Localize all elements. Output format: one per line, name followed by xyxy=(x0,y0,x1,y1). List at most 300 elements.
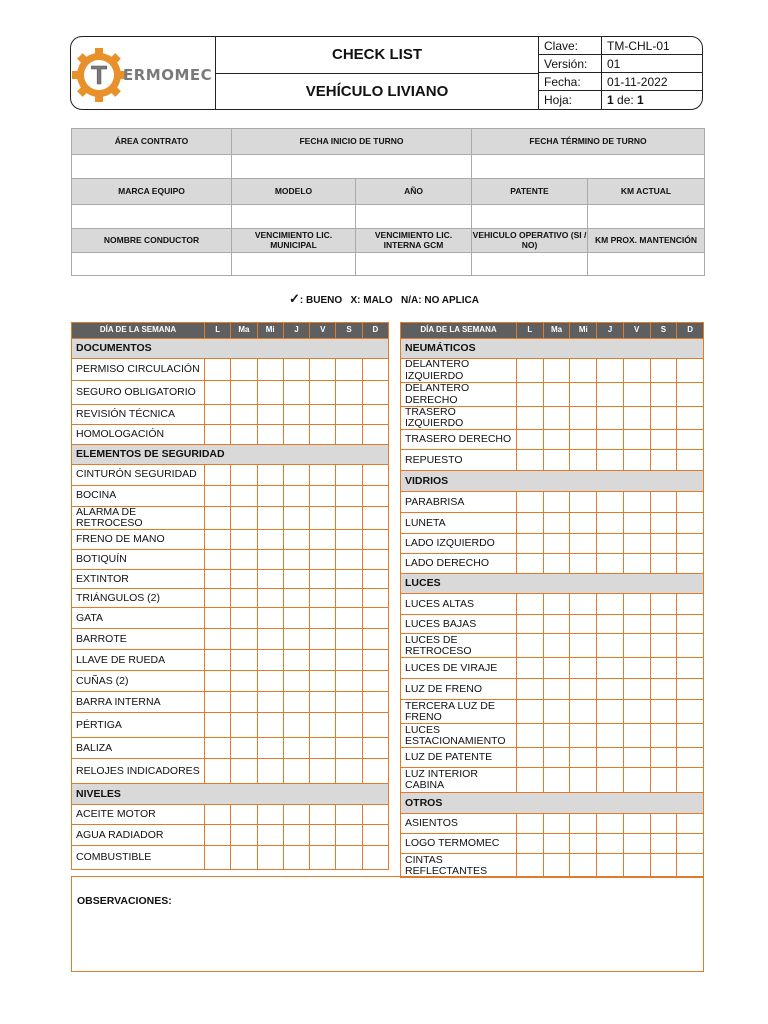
input-km-mantencion[interactable] xyxy=(588,253,705,276)
check-cell[interactable] xyxy=(543,854,570,878)
check-cell[interactable] xyxy=(543,834,570,854)
check-cell[interactable] xyxy=(257,692,283,713)
check-cell[interactable] xyxy=(623,383,650,407)
input-venc-interna[interactable] xyxy=(356,253,472,276)
check-cell[interactable] xyxy=(257,405,283,425)
check-cell[interactable] xyxy=(677,554,704,574)
check-cell[interactable] xyxy=(362,589,388,608)
check-cell[interactable] xyxy=(517,615,544,634)
check-cell[interactable] xyxy=(623,724,650,748)
check-cell[interactable] xyxy=(650,513,677,534)
check-cell[interactable] xyxy=(570,854,597,878)
check-cell[interactable] xyxy=(543,748,570,768)
input-venc-municipal[interactable] xyxy=(232,253,356,276)
check-cell[interactable] xyxy=(623,748,650,768)
check-cell[interactable] xyxy=(677,492,704,513)
check-cell[interactable] xyxy=(231,550,257,570)
input-modelo[interactable] xyxy=(232,205,356,229)
check-cell[interactable] xyxy=(205,405,231,425)
check-cell[interactable] xyxy=(677,834,704,854)
check-cell[interactable] xyxy=(336,589,362,608)
check-cell[interactable] xyxy=(310,530,336,550)
check-cell[interactable] xyxy=(570,615,597,634)
check-cell[interactable] xyxy=(517,724,544,748)
check-cell[interactable] xyxy=(650,615,677,634)
check-cell[interactable] xyxy=(231,692,257,713)
check-cell[interactable] xyxy=(517,513,544,534)
input-fecha-termino[interactable] xyxy=(472,155,705,179)
check-cell[interactable] xyxy=(517,658,544,679)
check-cell[interactable] xyxy=(570,359,597,383)
check-cell[interactable] xyxy=(310,359,336,381)
check-cell[interactable] xyxy=(362,405,388,425)
check-cell[interactable] xyxy=(283,507,309,530)
check-cell[interactable] xyxy=(570,554,597,574)
check-cell[interactable] xyxy=(570,407,597,430)
check-cell[interactable] xyxy=(257,650,283,671)
check-cell[interactable] xyxy=(336,825,362,846)
check-cell[interactable] xyxy=(677,658,704,679)
check-cell[interactable] xyxy=(517,814,544,834)
check-cell[interactable] xyxy=(677,634,704,658)
check-cell[interactable] xyxy=(205,692,231,713)
check-cell[interactable] xyxy=(231,805,257,825)
check-cell[interactable] xyxy=(543,814,570,834)
check-cell[interactable] xyxy=(597,407,624,430)
check-cell[interactable] xyxy=(257,608,283,629)
check-cell[interactable] xyxy=(310,405,336,425)
check-cell[interactable] xyxy=(336,650,362,671)
check-cell[interactable] xyxy=(597,634,624,658)
check-cell[interactable] xyxy=(517,383,544,407)
check-cell[interactable] xyxy=(336,486,362,507)
check-cell[interactable] xyxy=(677,450,704,471)
check-cell[interactable] xyxy=(205,805,231,825)
check-cell[interactable] xyxy=(650,679,677,700)
check-cell[interactable] xyxy=(597,768,624,793)
check-cell[interactable] xyxy=(336,846,362,870)
check-cell[interactable] xyxy=(362,825,388,846)
check-cell[interactable] xyxy=(623,615,650,634)
check-cell[interactable] xyxy=(283,530,309,550)
check-cell[interactable] xyxy=(310,759,336,784)
check-cell[interactable] xyxy=(283,846,309,870)
check-cell[interactable] xyxy=(623,814,650,834)
check-cell[interactable] xyxy=(570,768,597,793)
check-cell[interactable] xyxy=(205,465,231,486)
check-cell[interactable] xyxy=(362,486,388,507)
check-cell[interactable] xyxy=(517,854,544,878)
check-cell[interactable] xyxy=(205,629,231,650)
check-cell[interactable] xyxy=(257,738,283,759)
check-cell[interactable] xyxy=(623,492,650,513)
check-cell[interactable] xyxy=(257,381,283,405)
check-cell[interactable] xyxy=(362,738,388,759)
check-cell[interactable] xyxy=(231,846,257,870)
check-cell[interactable] xyxy=(205,507,231,530)
check-cell[interactable] xyxy=(650,768,677,793)
check-cell[interactable] xyxy=(517,834,544,854)
check-cell[interactable] xyxy=(570,534,597,554)
check-cell[interactable] xyxy=(517,700,544,724)
check-cell[interactable] xyxy=(362,650,388,671)
check-cell[interactable] xyxy=(543,724,570,748)
check-cell[interactable] xyxy=(623,534,650,554)
check-cell[interactable] xyxy=(362,805,388,825)
check-cell[interactable] xyxy=(205,359,231,381)
check-cell[interactable] xyxy=(677,594,704,615)
check-cell[interactable] xyxy=(650,383,677,407)
check-cell[interactable] xyxy=(650,492,677,513)
check-cell[interactable] xyxy=(231,650,257,671)
check-cell[interactable] xyxy=(257,805,283,825)
input-conductor[interactable] xyxy=(72,253,232,276)
check-cell[interactable] xyxy=(570,724,597,748)
check-cell[interactable] xyxy=(362,507,388,530)
check-cell[interactable] xyxy=(283,805,309,825)
check-cell[interactable] xyxy=(650,554,677,574)
check-cell[interactable] xyxy=(517,594,544,615)
check-cell[interactable] xyxy=(310,465,336,486)
check-cell[interactable] xyxy=(677,534,704,554)
check-cell[interactable] xyxy=(597,383,624,407)
check-cell[interactable] xyxy=(362,381,388,405)
check-cell[interactable] xyxy=(517,359,544,383)
check-cell[interactable] xyxy=(677,513,704,534)
check-cell[interactable] xyxy=(310,713,336,738)
check-cell[interactable] xyxy=(543,634,570,658)
check-cell[interactable] xyxy=(257,530,283,550)
check-cell[interactable] xyxy=(310,381,336,405)
check-cell[interactable] xyxy=(543,615,570,634)
check-cell[interactable] xyxy=(597,359,624,383)
input-fecha-inicio[interactable] xyxy=(232,155,472,179)
check-cell[interactable] xyxy=(650,430,677,450)
check-cell[interactable] xyxy=(570,834,597,854)
check-cell[interactable] xyxy=(623,768,650,793)
check-cell[interactable] xyxy=(257,570,283,589)
check-cell[interactable] xyxy=(362,608,388,629)
check-cell[interactable] xyxy=(231,405,257,425)
check-cell[interactable] xyxy=(570,658,597,679)
check-cell[interactable] xyxy=(597,854,624,878)
check-cell[interactable] xyxy=(650,748,677,768)
check-cell[interactable] xyxy=(623,658,650,679)
check-cell[interactable] xyxy=(257,507,283,530)
check-cell[interactable] xyxy=(623,594,650,615)
check-cell[interactable] xyxy=(336,759,362,784)
check-cell[interactable] xyxy=(570,513,597,534)
check-cell[interactable] xyxy=(310,550,336,570)
check-cell[interactable] xyxy=(543,450,570,471)
check-cell[interactable] xyxy=(650,594,677,615)
check-cell[interactable] xyxy=(205,671,231,692)
check-cell[interactable] xyxy=(650,407,677,430)
check-cell[interactable] xyxy=(336,359,362,381)
check-cell[interactable] xyxy=(570,594,597,615)
check-cell[interactable] xyxy=(677,383,704,407)
check-cell[interactable] xyxy=(310,671,336,692)
check-cell[interactable] xyxy=(362,570,388,589)
check-cell[interactable] xyxy=(650,658,677,679)
check-cell[interactable] xyxy=(677,814,704,834)
check-cell[interactable] xyxy=(257,629,283,650)
check-cell[interactable] xyxy=(570,679,597,700)
check-cell[interactable] xyxy=(543,513,570,534)
check-cell[interactable] xyxy=(310,805,336,825)
check-cell[interactable] xyxy=(283,465,309,486)
observations-box[interactable] xyxy=(71,876,704,972)
check-cell[interactable] xyxy=(205,738,231,759)
check-cell[interactable] xyxy=(336,530,362,550)
check-cell[interactable] xyxy=(362,759,388,784)
check-cell[interactable] xyxy=(570,700,597,724)
check-cell[interactable] xyxy=(283,570,309,589)
check-cell[interactable] xyxy=(310,486,336,507)
check-cell[interactable] xyxy=(362,425,388,445)
check-cell[interactable] xyxy=(650,724,677,748)
check-cell[interactable] xyxy=(597,658,624,679)
check-cell[interactable] xyxy=(257,425,283,445)
check-cell[interactable] xyxy=(517,407,544,430)
check-cell[interactable] xyxy=(517,679,544,700)
check-cell[interactable] xyxy=(543,383,570,407)
check-cell[interactable] xyxy=(650,359,677,383)
check-cell[interactable] xyxy=(283,589,309,608)
check-cell[interactable] xyxy=(283,825,309,846)
check-cell[interactable] xyxy=(283,359,309,381)
check-cell[interactable] xyxy=(543,534,570,554)
check-cell[interactable] xyxy=(623,700,650,724)
check-cell[interactable] xyxy=(597,748,624,768)
check-cell[interactable] xyxy=(543,359,570,383)
check-cell[interactable] xyxy=(543,492,570,513)
check-cell[interactable] xyxy=(543,554,570,574)
check-cell[interactable] xyxy=(677,407,704,430)
check-cell[interactable] xyxy=(570,748,597,768)
input-km-actual[interactable] xyxy=(588,205,705,229)
check-cell[interactable] xyxy=(310,650,336,671)
check-cell[interactable] xyxy=(231,671,257,692)
check-cell[interactable] xyxy=(623,407,650,430)
check-cell[interactable] xyxy=(231,465,257,486)
check-cell[interactable] xyxy=(205,759,231,784)
check-cell[interactable] xyxy=(336,405,362,425)
check-cell[interactable] xyxy=(517,554,544,574)
check-cell[interactable] xyxy=(231,486,257,507)
check-cell[interactable] xyxy=(623,634,650,658)
input-marca[interactable] xyxy=(72,205,232,229)
check-cell[interactable] xyxy=(362,846,388,870)
check-cell[interactable] xyxy=(205,550,231,570)
check-cell[interactable] xyxy=(336,805,362,825)
check-cell[interactable] xyxy=(677,854,704,878)
check-cell[interactable] xyxy=(231,825,257,846)
check-cell[interactable] xyxy=(231,507,257,530)
check-cell[interactable] xyxy=(283,738,309,759)
check-cell[interactable] xyxy=(597,534,624,554)
check-cell[interactable] xyxy=(257,713,283,738)
check-cell[interactable] xyxy=(336,507,362,530)
check-cell[interactable] xyxy=(283,629,309,650)
check-cell[interactable] xyxy=(517,748,544,768)
check-cell[interactable] xyxy=(623,679,650,700)
input-operativo[interactable] xyxy=(472,253,588,276)
check-cell[interactable] xyxy=(597,814,624,834)
check-cell[interactable] xyxy=(517,768,544,793)
check-cell[interactable] xyxy=(310,825,336,846)
check-cell[interactable] xyxy=(543,768,570,793)
check-cell[interactable] xyxy=(362,692,388,713)
check-cell[interactable] xyxy=(310,570,336,589)
check-cell[interactable] xyxy=(283,608,309,629)
check-cell[interactable] xyxy=(597,679,624,700)
check-cell[interactable] xyxy=(257,846,283,870)
check-cell[interactable] xyxy=(310,425,336,445)
check-cell[interactable] xyxy=(205,570,231,589)
check-cell[interactable] xyxy=(570,430,597,450)
check-cell[interactable] xyxy=(231,713,257,738)
check-cell[interactable] xyxy=(257,825,283,846)
check-cell[interactable] xyxy=(623,359,650,383)
check-cell[interactable] xyxy=(677,679,704,700)
check-cell[interactable] xyxy=(570,383,597,407)
check-cell[interactable] xyxy=(597,594,624,615)
check-cell[interactable] xyxy=(283,550,309,570)
check-cell[interactable] xyxy=(677,724,704,748)
check-cell[interactable] xyxy=(597,554,624,574)
check-cell[interactable] xyxy=(362,671,388,692)
check-cell[interactable] xyxy=(231,608,257,629)
check-cell[interactable] xyxy=(231,570,257,589)
check-cell[interactable] xyxy=(570,450,597,471)
check-cell[interactable] xyxy=(283,759,309,784)
check-cell[interactable] xyxy=(205,846,231,870)
check-cell[interactable] xyxy=(231,589,257,608)
check-cell[interactable] xyxy=(336,465,362,486)
check-cell[interactable] xyxy=(257,759,283,784)
check-cell[interactable] xyxy=(205,650,231,671)
check-cell[interactable] xyxy=(677,700,704,724)
check-cell[interactable] xyxy=(623,430,650,450)
check-cell[interactable] xyxy=(283,486,309,507)
check-cell[interactable] xyxy=(205,486,231,507)
check-cell[interactable] xyxy=(336,671,362,692)
check-cell[interactable] xyxy=(543,407,570,430)
check-cell[interactable] xyxy=(283,425,309,445)
check-cell[interactable] xyxy=(623,513,650,534)
check-cell[interactable] xyxy=(336,608,362,629)
check-cell[interactable] xyxy=(336,692,362,713)
check-cell[interactable] xyxy=(362,359,388,381)
check-cell[interactable] xyxy=(570,634,597,658)
check-cell[interactable] xyxy=(677,359,704,383)
check-cell[interactable] xyxy=(336,425,362,445)
check-cell[interactable] xyxy=(231,381,257,405)
input-area-contrato[interactable] xyxy=(72,155,232,179)
input-anio[interactable] xyxy=(356,205,472,229)
check-cell[interactable] xyxy=(362,550,388,570)
check-cell[interactable] xyxy=(283,405,309,425)
check-cell[interactable] xyxy=(231,359,257,381)
check-cell[interactable] xyxy=(283,381,309,405)
check-cell[interactable] xyxy=(517,492,544,513)
check-cell[interactable] xyxy=(650,814,677,834)
check-cell[interactable] xyxy=(336,713,362,738)
check-cell[interactable] xyxy=(205,589,231,608)
check-cell[interactable] xyxy=(231,738,257,759)
check-cell[interactable] xyxy=(257,671,283,692)
check-cell[interactable] xyxy=(597,724,624,748)
check-cell[interactable] xyxy=(231,629,257,650)
check-cell[interactable] xyxy=(650,450,677,471)
check-cell[interactable] xyxy=(257,550,283,570)
check-cell[interactable] xyxy=(362,629,388,650)
check-cell[interactable] xyxy=(517,634,544,658)
check-cell[interactable] xyxy=(336,629,362,650)
check-cell[interactable] xyxy=(597,615,624,634)
check-cell[interactable] xyxy=(257,486,283,507)
check-cell[interactable] xyxy=(310,629,336,650)
check-cell[interactable] xyxy=(650,854,677,878)
check-cell[interactable] xyxy=(310,589,336,608)
check-cell[interactable] xyxy=(677,768,704,793)
check-cell[interactable] xyxy=(231,425,257,445)
input-patente[interactable] xyxy=(472,205,588,229)
check-cell[interactable] xyxy=(336,738,362,759)
check-cell[interactable] xyxy=(336,381,362,405)
check-cell[interactable] xyxy=(543,700,570,724)
check-cell[interactable] xyxy=(283,692,309,713)
check-cell[interactable] xyxy=(650,700,677,724)
check-cell[interactable] xyxy=(597,450,624,471)
check-cell[interactable] xyxy=(543,658,570,679)
check-cell[interactable] xyxy=(231,530,257,550)
check-cell[interactable] xyxy=(517,450,544,471)
check-cell[interactable] xyxy=(677,430,704,450)
check-cell[interactable] xyxy=(205,825,231,846)
check-cell[interactable] xyxy=(597,700,624,724)
check-cell[interactable] xyxy=(283,650,309,671)
check-cell[interactable] xyxy=(623,450,650,471)
check-cell[interactable] xyxy=(570,814,597,834)
check-cell[interactable] xyxy=(623,834,650,854)
check-cell[interactable] xyxy=(677,615,704,634)
check-cell[interactable] xyxy=(205,425,231,445)
check-cell[interactable] xyxy=(310,692,336,713)
check-cell[interactable] xyxy=(205,608,231,629)
check-cell[interactable] xyxy=(205,530,231,550)
check-cell[interactable] xyxy=(597,513,624,534)
check-cell[interactable] xyxy=(543,430,570,450)
check-cell[interactable] xyxy=(310,507,336,530)
check-cell[interactable] xyxy=(231,759,257,784)
check-cell[interactable] xyxy=(650,534,677,554)
check-cell[interactable] xyxy=(650,634,677,658)
check-cell[interactable] xyxy=(623,554,650,574)
check-cell[interactable] xyxy=(257,465,283,486)
check-cell[interactable] xyxy=(597,834,624,854)
check-cell[interactable] xyxy=(597,492,624,513)
check-cell[interactable] xyxy=(677,748,704,768)
check-cell[interactable] xyxy=(336,550,362,570)
check-cell[interactable] xyxy=(205,381,231,405)
check-cell[interactable] xyxy=(623,854,650,878)
check-cell[interactable] xyxy=(362,530,388,550)
check-cell[interactable] xyxy=(310,608,336,629)
check-cell[interactable] xyxy=(543,679,570,700)
check-cell[interactable] xyxy=(310,846,336,870)
